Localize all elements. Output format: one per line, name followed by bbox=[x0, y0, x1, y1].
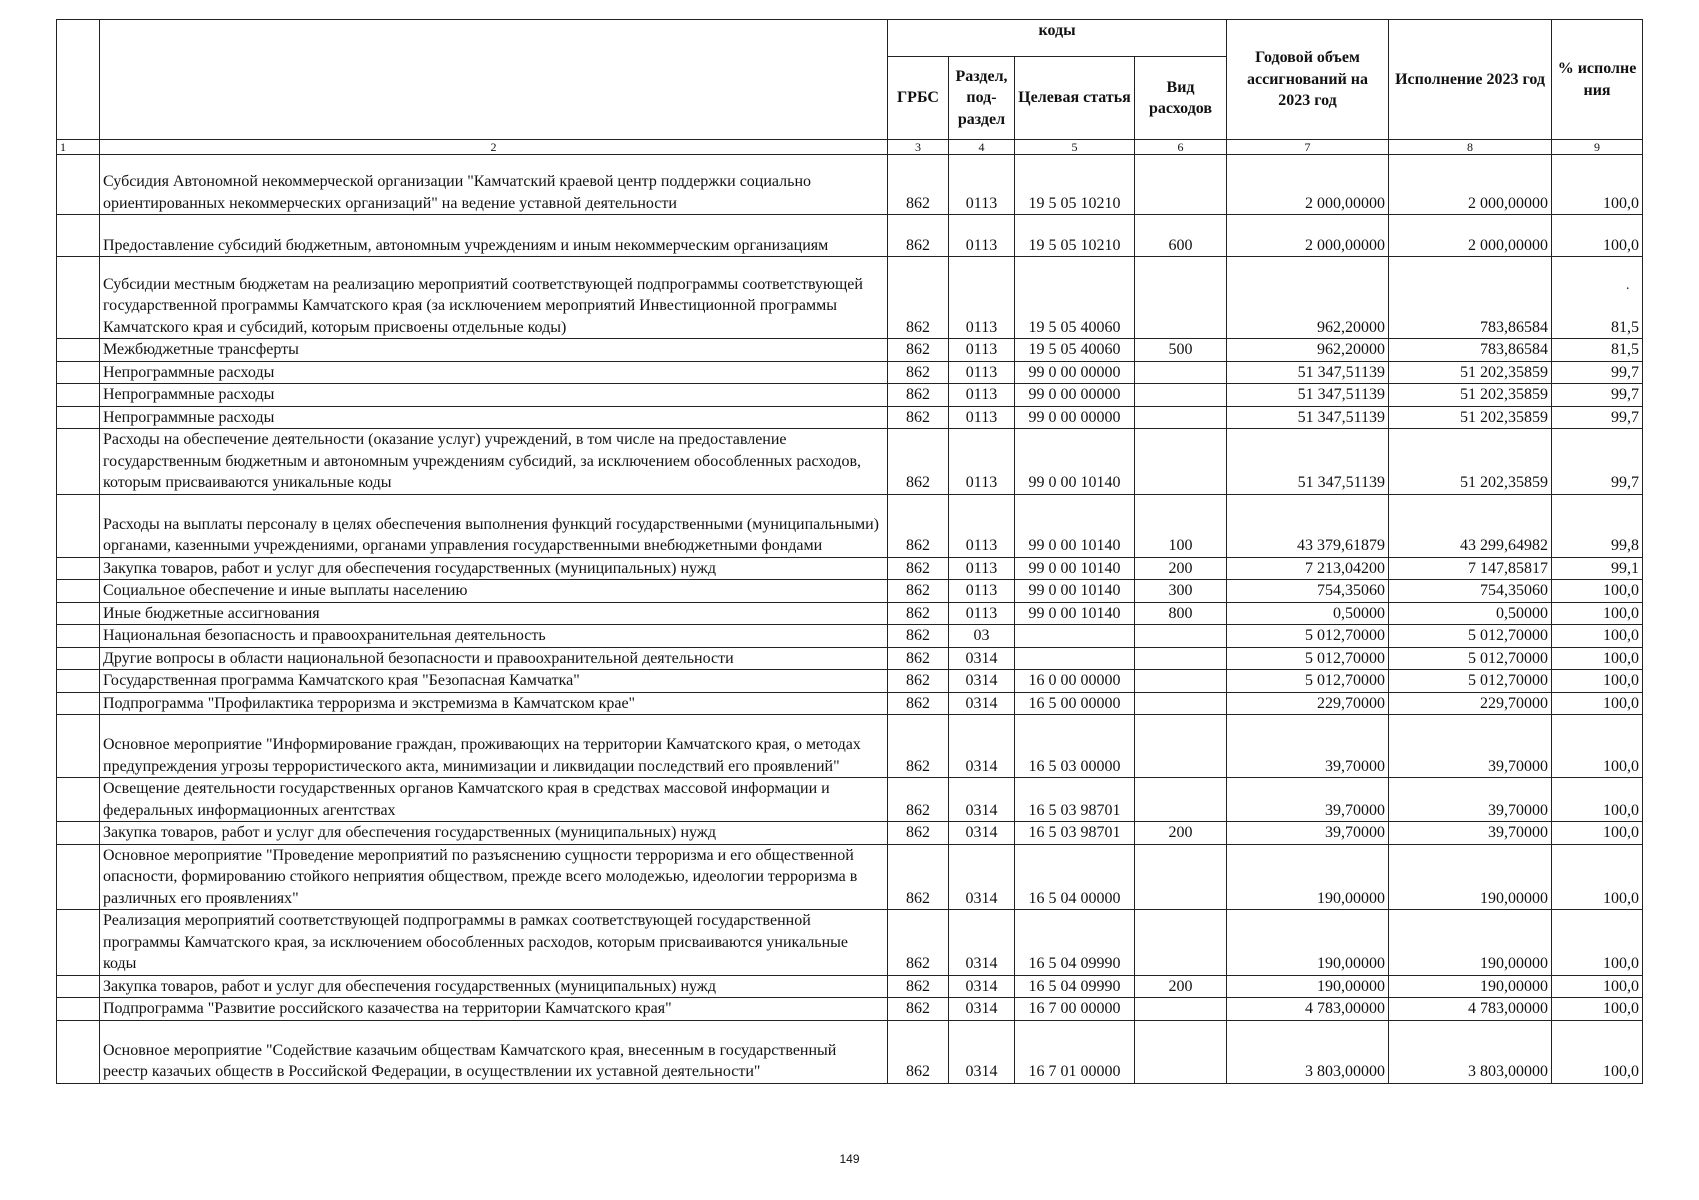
row-name: Непрограммные расходы bbox=[100, 361, 888, 384]
row-grbs: 862 bbox=[888, 580, 949, 603]
row-name: Иные бюджетные ассигнования bbox=[100, 602, 888, 625]
row-index-cell bbox=[57, 778, 100, 822]
header-razdel: Раздел, под-раздел bbox=[949, 57, 1015, 140]
table-row bbox=[57, 625, 1643, 648]
row-index-cell bbox=[57, 844, 100, 910]
row-execution: 190,00000 bbox=[1389, 975, 1552, 998]
row-grbs: 862 bbox=[888, 215, 949, 257]
row-execution: 51 202,35859 bbox=[1389, 406, 1552, 429]
row-annual-allocation: 51 347,51139 bbox=[1227, 361, 1389, 384]
row-razdel: 0314 bbox=[949, 975, 1015, 998]
row-percent: 100,0 bbox=[1552, 215, 1643, 257]
row-expense-type: 300 bbox=[1135, 580, 1227, 603]
row-execution: 783,86584 bbox=[1389, 257, 1552, 339]
table-row bbox=[57, 975, 1643, 998]
row-name: Освещение деятельности государственных органов Камчатского края в средствах массовой информации и федеральных информационных агентствах bbox=[100, 778, 888, 822]
header-annual-allocation: Годовой объем ассигнований на 2023 год bbox=[1227, 20, 1389, 140]
row-razdel: 0113 bbox=[949, 339, 1015, 362]
row-index-cell bbox=[57, 975, 100, 998]
row-razdel: 0314 bbox=[949, 778, 1015, 822]
row-annual-allocation: 962,20000 bbox=[1227, 257, 1389, 339]
row-grbs: 862 bbox=[888, 822, 949, 845]
header-cell-name bbox=[100, 20, 888, 140]
table-row bbox=[57, 844, 1643, 910]
row-grbs: 862 bbox=[888, 602, 949, 625]
row-expense-type: 800 bbox=[1135, 602, 1227, 625]
header-cell-index bbox=[57, 20, 100, 140]
table-row bbox=[57, 778, 1643, 822]
row-razdel: 0113 bbox=[949, 384, 1015, 407]
row-percent: 100,0 bbox=[1552, 625, 1643, 648]
row-razdel: 0113 bbox=[949, 257, 1015, 339]
row-razdel: 0113 bbox=[949, 602, 1015, 625]
row-execution: 754,35060 bbox=[1389, 580, 1552, 603]
row-razdel: 0314 bbox=[949, 910, 1015, 976]
row-expense-type: 600 bbox=[1135, 215, 1227, 257]
row-name: Основное мероприятие "Содействие казачьим обществам Камчатского края, внесенным в государственный реестр казачьих обществ в Российской Федерации, в осуществлении их уставной деятельности" bbox=[100, 1020, 888, 1083]
row-name: Другие вопросы в области национальной безопасности и правоохранительной деятельности bbox=[100, 647, 888, 670]
row-execution: 51 202,35859 bbox=[1389, 429, 1552, 495]
row-razdel: 0113 bbox=[949, 361, 1015, 384]
row-execution: 5 012,70000 bbox=[1389, 625, 1552, 648]
row-percent: 99,1 bbox=[1552, 557, 1643, 580]
row-razdel: 0314 bbox=[949, 715, 1015, 778]
row-grbs: 862 bbox=[888, 361, 949, 384]
row-target-article: 99 0 00 00000 bbox=[1015, 361, 1135, 384]
row-expense-type bbox=[1135, 670, 1227, 693]
table-row bbox=[57, 822, 1643, 845]
column-number: 2 bbox=[100, 140, 888, 155]
row-expense-type bbox=[1135, 998, 1227, 1021]
row-index-cell bbox=[57, 998, 100, 1021]
table-row bbox=[57, 602, 1643, 625]
column-number: 9 bbox=[1552, 140, 1643, 155]
row-name: Непрограммные расходы bbox=[100, 406, 888, 429]
row-grbs: 862 bbox=[888, 910, 949, 976]
row-percent: 100,0 bbox=[1552, 975, 1643, 998]
header-codes: коды bbox=[888, 20, 1227, 57]
row-expense-type bbox=[1135, 1020, 1227, 1083]
header-percent: % исполне ния bbox=[1552, 20, 1643, 140]
table-row bbox=[57, 215, 1643, 257]
row-percent: 99,7 bbox=[1552, 406, 1643, 429]
row-grbs: 862 bbox=[888, 647, 949, 670]
row-target-article: 99 0 00 00000 bbox=[1015, 406, 1135, 429]
row-execution: 4 783,00000 bbox=[1389, 998, 1552, 1021]
row-annual-allocation: 0,50000 bbox=[1227, 602, 1389, 625]
row-grbs: 862 bbox=[888, 715, 949, 778]
row-percent: 100,0 bbox=[1552, 670, 1643, 693]
row-execution: 39,70000 bbox=[1389, 715, 1552, 778]
row-expense-type: 500 bbox=[1135, 339, 1227, 362]
row-target-article bbox=[1015, 625, 1135, 648]
row-target-article: 16 5 03 00000 bbox=[1015, 715, 1135, 778]
row-razdel: 0314 bbox=[949, 647, 1015, 670]
row-percent: 100,0 bbox=[1552, 692, 1643, 715]
row-execution: 43 299,64982 bbox=[1389, 494, 1552, 557]
row-target-article: 16 5 04 09990 bbox=[1015, 910, 1135, 976]
row-name: Субсидия Автономной некоммерческой организации "Камчатский краевой центр поддержки социально ориентированных некоммерческих организаций" на ведение уставной деятельности bbox=[100, 155, 888, 215]
row-index-cell bbox=[57, 384, 100, 407]
row-grbs: 862 bbox=[888, 998, 949, 1021]
row-expense-type bbox=[1135, 384, 1227, 407]
row-expense-type bbox=[1135, 406, 1227, 429]
page-number: 149 bbox=[839, 1152, 860, 1166]
row-grbs: 862 bbox=[888, 494, 949, 557]
row-index-cell bbox=[57, 670, 100, 693]
table-row bbox=[57, 361, 1643, 384]
row-execution: 5 012,70000 bbox=[1389, 670, 1552, 693]
row-name: Расходы на обеспечение деятельности (оказание услуг) учреждений, в том числе на предоставление государственным бюджетным и автономным учреждениям субсидий, за исключением обособленных расходов, которым присваиваются уникальные коды bbox=[100, 429, 888, 495]
row-annual-allocation: 51 347,51139 bbox=[1227, 406, 1389, 429]
row-grbs: 862 bbox=[888, 155, 949, 215]
row-name: Национальная безопасность и правоохранительная деятельность bbox=[100, 625, 888, 648]
row-index-cell bbox=[57, 692, 100, 715]
row-razdel: 0113 bbox=[949, 406, 1015, 429]
row-razdel: 0314 bbox=[949, 844, 1015, 910]
header-target-article: Целевая статья bbox=[1015, 57, 1135, 140]
row-index-cell bbox=[57, 647, 100, 670]
row-name: Закупка товаров, работ и услуг для обеспечения государственных (муниципальных) нужд bbox=[100, 822, 888, 845]
row-razdel: 0113 bbox=[949, 494, 1015, 557]
row-target-article: 16 5 03 98701 bbox=[1015, 778, 1135, 822]
row-annual-allocation: 2 000,00000 bbox=[1227, 215, 1389, 257]
row-execution: 7 147,85817 bbox=[1389, 557, 1552, 580]
row-grbs: 862 bbox=[888, 339, 949, 362]
row-expense-type bbox=[1135, 429, 1227, 495]
table-row bbox=[57, 670, 1643, 693]
row-percent: 100,0 bbox=[1552, 155, 1643, 215]
row-expense-type bbox=[1135, 715, 1227, 778]
row-grbs: 862 bbox=[888, 778, 949, 822]
row-razdel: 0314 bbox=[949, 692, 1015, 715]
row-grbs: 862 bbox=[888, 384, 949, 407]
row-grbs: 862 bbox=[888, 429, 949, 495]
row-execution: 229,70000 bbox=[1389, 692, 1552, 715]
row-index-cell bbox=[57, 361, 100, 384]
row-razdel: 0113 bbox=[949, 557, 1015, 580]
column-number: 7 bbox=[1227, 140, 1389, 155]
row-target-article: 19 5 05 40060 bbox=[1015, 339, 1135, 362]
row-annual-allocation: 190,00000 bbox=[1227, 910, 1389, 976]
row-expense-type bbox=[1135, 844, 1227, 910]
header-execution: Исполнение 2023 год bbox=[1389, 20, 1552, 140]
row-name: Закупка товаров, работ и услуг для обеспечения государственных (муниципальных) нужд bbox=[100, 557, 888, 580]
stray-mark: · bbox=[1625, 282, 1631, 297]
row-target-article: 16 5 04 09990 bbox=[1015, 975, 1135, 998]
row-name: Предоставление субсидий бюджетным, автономным учреждениям и иным некоммерческим организациям bbox=[100, 215, 888, 257]
row-name: Реализация мероприятий соответствующей подпрограммы в рамках соответствующей государственной программы Камчатского края, за исключением обособленных расходов, которым присваиваются уникальные коды bbox=[100, 910, 888, 976]
row-name: Подпрограмма "Развитие российского казачества на территории Камчатского края" bbox=[100, 998, 888, 1021]
row-index-cell bbox=[57, 625, 100, 648]
header-expense-type: Вид расходов bbox=[1135, 57, 1227, 140]
row-razdel: 0113 bbox=[949, 429, 1015, 495]
row-grbs: 862 bbox=[888, 844, 949, 910]
row-percent: 99,7 bbox=[1552, 429, 1643, 495]
row-index-cell bbox=[57, 494, 100, 557]
budget-execution-table bbox=[56, 19, 1643, 1084]
row-execution: 190,00000 bbox=[1389, 910, 1552, 976]
row-annual-allocation: 43 379,61879 bbox=[1227, 494, 1389, 557]
row-razdel: 0314 bbox=[949, 822, 1015, 845]
row-name: Государственная программа Камчатского края "Безопасная Камчатка" bbox=[100, 670, 888, 693]
table-row bbox=[57, 647, 1643, 670]
row-target-article: 16 7 00 00000 bbox=[1015, 998, 1135, 1021]
row-expense-type bbox=[1135, 778, 1227, 822]
table-row bbox=[57, 1020, 1643, 1083]
column-number: 4 bbox=[949, 140, 1015, 155]
row-execution: 190,00000 bbox=[1389, 844, 1552, 910]
row-expense-type bbox=[1135, 647, 1227, 670]
row-annual-allocation: 7 213,04200 bbox=[1227, 557, 1389, 580]
row-annual-allocation: 5 012,70000 bbox=[1227, 625, 1389, 648]
row-target-article: 19 5 05 10210 bbox=[1015, 215, 1135, 257]
row-percent: 100,0 bbox=[1552, 910, 1643, 976]
row-execution: 51 202,35859 bbox=[1389, 384, 1552, 407]
row-percent: 99,8 bbox=[1552, 494, 1643, 557]
table-row bbox=[57, 429, 1643, 495]
row-execution: 51 202,35859 bbox=[1389, 361, 1552, 384]
row-percent: 99,7 bbox=[1552, 361, 1643, 384]
row-execution: 39,70000 bbox=[1389, 778, 1552, 822]
row-index-cell bbox=[57, 822, 100, 845]
row-execution: 39,70000 bbox=[1389, 822, 1552, 845]
table-row bbox=[57, 692, 1643, 715]
row-name: Социальное обеспечение и иные выплаты населению bbox=[100, 580, 888, 603]
table-row bbox=[57, 384, 1643, 407]
row-execution: 0,50000 bbox=[1389, 602, 1552, 625]
row-execution: 2 000,00000 bbox=[1389, 155, 1552, 215]
row-index-cell bbox=[57, 557, 100, 580]
row-annual-allocation: 2 000,00000 bbox=[1227, 155, 1389, 215]
row-execution: 2 000,00000 bbox=[1389, 215, 1552, 257]
row-target-article: 99 0 00 10140 bbox=[1015, 494, 1135, 557]
row-annual-allocation: 39,70000 bbox=[1227, 822, 1389, 845]
row-target-article bbox=[1015, 647, 1135, 670]
row-percent: 81,5 bbox=[1552, 339, 1643, 362]
row-index-cell bbox=[57, 602, 100, 625]
row-index-cell bbox=[57, 910, 100, 976]
row-expense-type bbox=[1135, 257, 1227, 339]
column-number: 3 bbox=[888, 140, 949, 155]
row-annual-allocation: 5 012,70000 bbox=[1227, 647, 1389, 670]
row-annual-allocation: 39,70000 bbox=[1227, 715, 1389, 778]
table-row bbox=[57, 580, 1643, 603]
row-target-article: 16 0 00 00000 bbox=[1015, 670, 1135, 693]
row-razdel: 0113 bbox=[949, 580, 1015, 603]
row-expense-type bbox=[1135, 361, 1227, 384]
row-percent bbox=[1552, 257, 1643, 339]
row-target-article: 16 7 01 00000 bbox=[1015, 1020, 1135, 1083]
row-index-cell bbox=[57, 339, 100, 362]
row-target-article: 16 5 00 00000 bbox=[1015, 692, 1135, 715]
row-name: Закупка товаров, работ и услуг для обеспечения государственных (муниципальных) нужд bbox=[100, 975, 888, 998]
row-target-article: 99 0 00 10140 bbox=[1015, 429, 1135, 495]
row-name: Расходы на выплаты персоналу в целях обеспечения выполнения функций государственными (муниципальными) органами, казенными учреждениями, органами управления государственными внебюджетными фондами bbox=[100, 494, 888, 557]
header-grbs: ГРБС bbox=[888, 57, 949, 140]
row-name: Основное мероприятие "Проведение мероприятий по разъяснению сущности терроризма и его общественной опасности, формированию стойкого неприятия обществом, прежде всего молодежью, идеологии терроризма в различных его проявлениях" bbox=[100, 844, 888, 910]
row-grbs: 862 bbox=[888, 406, 949, 429]
row-expense-type: 200 bbox=[1135, 822, 1227, 845]
table-row bbox=[57, 910, 1643, 976]
row-name: Межбюджетные трансферты bbox=[100, 339, 888, 362]
row-annual-allocation: 754,35060 bbox=[1227, 580, 1389, 603]
row-target-article: 99 0 00 10140 bbox=[1015, 580, 1135, 603]
row-annual-allocation: 962,20000 bbox=[1227, 339, 1389, 362]
row-grbs: 862 bbox=[888, 692, 949, 715]
row-expense-type: 100 bbox=[1135, 494, 1227, 557]
row-expense-type bbox=[1135, 625, 1227, 648]
row-percent: 100,0 bbox=[1552, 998, 1643, 1021]
row-expense-type bbox=[1135, 910, 1227, 976]
row-percent: 100,0 bbox=[1552, 580, 1643, 603]
row-razdel: 0113 bbox=[949, 215, 1015, 257]
row-percent: 99,7 bbox=[1552, 384, 1643, 407]
row-execution: 5 012,70000 bbox=[1389, 647, 1552, 670]
row-annual-allocation: 229,70000 bbox=[1227, 692, 1389, 715]
row-index-cell bbox=[57, 257, 100, 339]
table-row bbox=[57, 494, 1643, 557]
row-percent: 100,0 bbox=[1552, 844, 1643, 910]
row-target-article: 19 5 05 10210 bbox=[1015, 155, 1135, 215]
column-number: 8 bbox=[1389, 140, 1552, 155]
column-number: 1 bbox=[57, 140, 100, 155]
row-grbs: 862 bbox=[888, 1020, 949, 1083]
table-row bbox=[57, 406, 1643, 429]
row-name: Непрограммные расходы bbox=[100, 384, 888, 407]
row-execution: 3 803,00000 bbox=[1389, 1020, 1552, 1083]
table-row bbox=[57, 155, 1643, 215]
row-razdel: 0113 bbox=[949, 155, 1015, 215]
row-annual-allocation: 39,70000 bbox=[1227, 778, 1389, 822]
row-razdel: 03 bbox=[949, 625, 1015, 648]
row-razdel: 0314 bbox=[949, 1020, 1015, 1083]
row-index-cell bbox=[57, 1020, 100, 1083]
table-row bbox=[57, 257, 1643, 339]
table-row bbox=[57, 339, 1643, 362]
row-name: Основное мероприятие "Информирование граждан, проживающих на территории Камчатского края, о методах предупреждения угрозы террористического акта, минимизации и ликвидации последствий его проявлений" bbox=[100, 715, 888, 778]
row-razdel: 0314 bbox=[949, 670, 1015, 693]
row-expense-type bbox=[1135, 155, 1227, 215]
row-index-cell bbox=[57, 406, 100, 429]
header-row-1 bbox=[57, 20, 1643, 57]
row-percent: 100,0 bbox=[1552, 647, 1643, 670]
row-expense-type bbox=[1135, 692, 1227, 715]
row-percent: 100,0 bbox=[1552, 715, 1643, 778]
row-index-cell bbox=[57, 429, 100, 495]
row-annual-allocation: 4 783,00000 bbox=[1227, 998, 1389, 1021]
row-annual-allocation: 5 012,70000 bbox=[1227, 670, 1389, 693]
table-body bbox=[57, 155, 1643, 1084]
row-percent: 100,0 bbox=[1552, 602, 1643, 625]
row-razdel: 0314 bbox=[949, 998, 1015, 1021]
table-row bbox=[57, 998, 1643, 1021]
row-annual-allocation: 51 347,51139 bbox=[1227, 429, 1389, 495]
row-expense-type: 200 bbox=[1135, 975, 1227, 998]
row-target-article: 99 0 00 10140 bbox=[1015, 602, 1135, 625]
column-number: 6 bbox=[1135, 140, 1227, 155]
row-grbs: 862 bbox=[888, 257, 949, 339]
row-index-cell bbox=[57, 155, 100, 215]
row-execution: 783,86584 bbox=[1389, 339, 1552, 362]
row-percent: 100,0 bbox=[1552, 1020, 1643, 1083]
row-index-cell bbox=[57, 715, 100, 778]
row-expense-type: 200 bbox=[1135, 557, 1227, 580]
row-target-article: 16 5 04 00000 bbox=[1015, 844, 1135, 910]
row-annual-allocation: 190,00000 bbox=[1227, 975, 1389, 998]
row-grbs: 862 bbox=[888, 975, 949, 998]
row-target-article: 19 5 05 40060 bbox=[1015, 257, 1135, 339]
row-grbs: 862 bbox=[888, 557, 949, 580]
row-annual-allocation: 3 803,00000 bbox=[1227, 1020, 1389, 1083]
row-index-cell bbox=[57, 215, 100, 257]
row-percent-value: 81,5 bbox=[1611, 318, 1640, 336]
column-number-row bbox=[57, 140, 1643, 155]
table-row bbox=[57, 557, 1643, 580]
row-target-article: 16 5 03 98701 bbox=[1015, 822, 1135, 845]
row-grbs: 862 bbox=[888, 625, 949, 648]
row-index-cell bbox=[57, 580, 100, 603]
column-number: 5 bbox=[1015, 140, 1135, 155]
table-row bbox=[57, 715, 1643, 778]
row-name: Субсидии местным бюджетам на реализацию мероприятий соответствующей подпрограммы соответствующей государственной программы Камчатского края (за исключением мероприятий Инвестиционной программы Камчатского края и субсидий, которым присвоены отдельные коды) bbox=[100, 257, 888, 339]
row-grbs: 862 bbox=[888, 670, 949, 693]
row-percent: 100,0 bbox=[1552, 778, 1643, 822]
row-annual-allocation: 190,00000 bbox=[1227, 844, 1389, 910]
row-target-article: 99 0 00 10140 bbox=[1015, 557, 1135, 580]
row-name: Подпрограмма "Профилактика терроризма и экстремизма в Камчатском крае" bbox=[100, 692, 888, 715]
row-target-article: 99 0 00 00000 bbox=[1015, 384, 1135, 407]
row-percent: 100,0 bbox=[1552, 822, 1643, 845]
row-annual-allocation: 51 347,51139 bbox=[1227, 384, 1389, 407]
